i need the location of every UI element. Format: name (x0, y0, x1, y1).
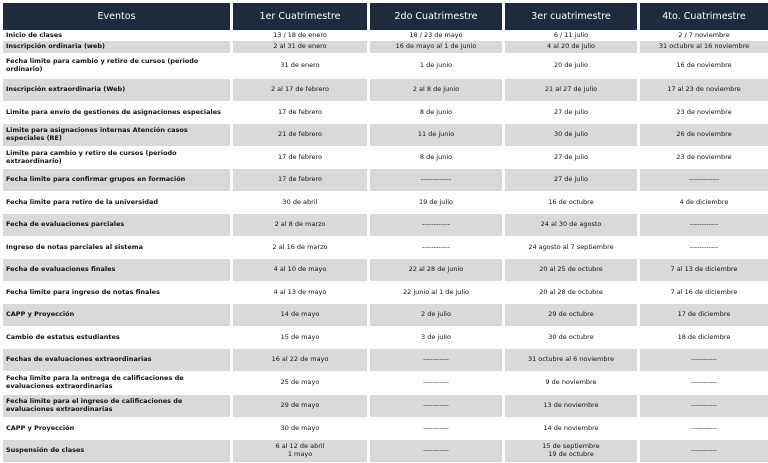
table-row (3, 102, 768, 123)
term-4-cell: 23 de noviembre (676, 107, 732, 116)
term-3-cell: 31 octubre al 6 noviembre (505, 349, 637, 371)
term-2-cell: 8 de junio (419, 152, 453, 161)
term-2-cell: 1 de junio (419, 61, 453, 70)
term-1-cell: 21 de febrero (233, 124, 367, 146)
term-2-cell: 18 / 23 de mayo (409, 30, 463, 39)
academic-calendar-table (0, 2, 768, 463)
term-2-cell: ------------- (370, 169, 502, 191)
term-3-cell: 9 de noviembre (545, 378, 597, 387)
table-row (3, 31, 768, 40)
term-2-cell: ------------ (421, 242, 451, 251)
event-cell: Fecha limite para ingreso de notas finales (6, 287, 160, 296)
term-4-cell: 23 de noviembre (676, 152, 732, 161)
header-term-2: 2do Cuatrimestre (370, 3, 502, 30)
term-1-cell: 13 / 18 de enero (273, 30, 327, 39)
term-3-cell: 20 al 28 de octubre (539, 287, 603, 296)
term-1-cell: 2 al 8 de marzo (233, 214, 367, 236)
term-2-cell: 2 al 8 de junio (370, 79, 502, 101)
term-1-cell: 2 al 31 de enero (233, 41, 367, 53)
term-1-cell: 6 al 12 de abril 1 mayo (233, 440, 367, 462)
term-3-cell: 24 al 30 de agosto (505, 214, 637, 236)
term-1-cell: 16 al 22 de mayo (233, 349, 367, 371)
table-row (3, 237, 768, 258)
term-3-cell: 13 de noviembre (505, 395, 637, 417)
term-1-cell: 17 de febrero (278, 152, 322, 161)
table-row (3, 54, 768, 78)
term-2-cell: 3 de julio (421, 332, 451, 341)
term-1-cell: 31 de enero (280, 61, 320, 70)
term-3-cell: 27 de julio (553, 152, 589, 161)
header-row (3, 3, 768, 30)
event-cell: Fecha limite para el ingreso de calificaciones de evaluaciones extraordinarias (3, 395, 230, 417)
term-4-cell: ----------- (640, 349, 768, 371)
table-row (3, 41, 768, 53)
term-1-cell: 2 al 17 de febrero (233, 79, 367, 101)
term-3-cell: 30 de octubre (548, 332, 594, 341)
term-4-cell: 7 al 13 de diciembre (640, 259, 768, 281)
term-4-cell: ------------- (640, 169, 768, 191)
table-row (3, 304, 768, 326)
table-row (3, 124, 768, 146)
term-3-cell: 20 al 25 de octubre (505, 259, 637, 281)
term-2-cell: ----------- (423, 378, 449, 387)
term-4-cell: 4 de diciembre (679, 197, 729, 206)
term-3-cell: 14 de noviembre (543, 423, 599, 432)
event-cell: Fecha limite para cambio y retiro de cursos (periodo ordinario) (6, 57, 199, 73)
term-2-cell: 16 de mayo al 1 de junio (370, 41, 502, 53)
term-3-cell: 29 de octubre (505, 304, 637, 326)
term-3-cell: 21 al 27 de julio (505, 79, 637, 101)
event-cell: Limite para envío de gestiones de asignaciones especiales (6, 107, 221, 116)
event-cell: Limite para cambio y retiro de cursos (periodo extraordinario) (6, 148, 177, 165)
event-cell: Inicio de clases (6, 30, 63, 39)
term-2-cell: ----------- (370, 395, 502, 417)
term-1-cell: 30 de abril (282, 197, 318, 206)
table-row (3, 79, 768, 101)
event-cell: Inscripción ordinaria (web) (3, 41, 230, 53)
event-cell: Ingreso de notas parciales al sistema (6, 242, 143, 251)
header-term-1: 1er Cuatrimestre (233, 3, 367, 30)
term-4-cell: ------------ (640, 214, 768, 236)
term-1-cell: 17 de febrero (278, 107, 322, 116)
term-3-cell: 24 agosto al 7 septiembre (528, 242, 614, 251)
term-4-cell: 2 / 7 noviembre (678, 30, 730, 39)
event-cell: Fecha de evaluaciones finales (3, 259, 230, 281)
term-3-cell: 4 al 20 de julio (505, 41, 637, 53)
event-cell: Cambio de estatus estudiantes (6, 332, 120, 341)
event-cell: Suspensión de clases (3, 440, 230, 462)
term-2-cell: 2 de julio (370, 304, 502, 326)
term-4-cell: ----------- (640, 395, 768, 417)
term-4-cell: 17 de diciembre (640, 304, 768, 326)
header-term-4: 4to. Cuatrimestre (640, 3, 768, 30)
term-2-cell: 19 de julio (418, 197, 454, 206)
term-2-cell: 22 junio al 1 de julio (403, 287, 469, 296)
term-3-cell: 15 de septiembre 19 de octubre (505, 440, 637, 462)
table-row (3, 169, 768, 191)
table-row (3, 327, 768, 348)
term-4-cell: 7 al 16 de diciembre (670, 287, 738, 296)
term-2-cell: ----------- (370, 349, 502, 371)
table-row (3, 192, 768, 213)
term-4-cell: 31 octubre al 16 noviembre (640, 41, 768, 53)
term-3-cell: 27 de julio (553, 107, 589, 116)
event-cell: Fecha limite para la entrega de calificaciones de evaluaciones extraordinarias (6, 374, 184, 390)
table-row (3, 440, 768, 462)
term-4-cell: ----------- (691, 423, 717, 432)
term-3-cell: 27 de julio (505, 169, 637, 191)
calendar-body (3, 31, 768, 462)
term-1-cell: 17 de febrero (233, 169, 367, 191)
event-cell: CAPP y Proyección (3, 304, 230, 326)
term-2-cell: ----------- (370, 440, 502, 462)
event-cell: Fecha limite para confirmar grupos en formación (3, 169, 230, 191)
event-cell: Fecha limite para retiro de la universidad (6, 197, 159, 206)
term-3-cell: 6 / 11 julio (553, 30, 589, 39)
table-row (3, 372, 768, 394)
term-1-cell: 15 de mayo (280, 332, 320, 341)
term-1-cell: 4 al 13 de mayo (273, 287, 327, 296)
term-4-cell: ----------- (640, 440, 768, 462)
term-1-cell: 4 al 10 de mayo (233, 259, 367, 281)
table-row (3, 259, 768, 281)
term-4-cell: 26 de noviembre (640, 124, 768, 146)
term-3-cell: 16 de octubre (548, 197, 594, 206)
term-4-cell: ------------ (689, 242, 719, 251)
event-cell: CAPP y Proyección (6, 423, 75, 432)
term-2-cell: 11 de junio (370, 124, 502, 146)
event-cell: Fecha de evaluaciones parciales (3, 214, 230, 236)
term-2-cell: 8 de junio (419, 107, 453, 116)
term-4-cell: 17 al 23 de noviembre (640, 79, 768, 101)
table-row (3, 214, 768, 236)
term-1-cell: 30 de mayo (280, 423, 320, 432)
term-4-cell: 16 de noviembre (676, 61, 732, 70)
event-cell: Inscripción extraordinaria (Web) (3, 79, 230, 101)
event-cell: Limite para asignaciones internas Atención casos especiales (RE) (3, 124, 230, 146)
term-1-cell: 25 de mayo (280, 378, 320, 387)
table-row (3, 418, 768, 439)
table-row (3, 349, 768, 371)
term-4-cell: 18 de diciembre (677, 332, 731, 341)
header-term-3: 3er cuatrimestre (505, 3, 637, 30)
table-row (3, 282, 768, 303)
term-4-cell: ----------- (691, 378, 717, 387)
header-eventos: Eventos (3, 3, 230, 30)
term-2-cell: ------------ (370, 214, 502, 236)
term-1-cell: 29 de mayo (233, 395, 367, 417)
term-3-cell: 20 de julio (553, 61, 589, 70)
term-2-cell: ----------- (423, 423, 449, 432)
event-cell: Fechas de evaluaciones extraordinarias (3, 349, 230, 371)
term-1-cell: 14 de mayo (233, 304, 367, 326)
term-3-cell: 30 de julio (505, 124, 637, 146)
table-row (3, 395, 768, 417)
table-row (3, 147, 768, 168)
term-1-cell: 2 al 16 de marzo (272, 242, 328, 251)
term-2-cell: 22 al 28 de junio (370, 259, 502, 281)
